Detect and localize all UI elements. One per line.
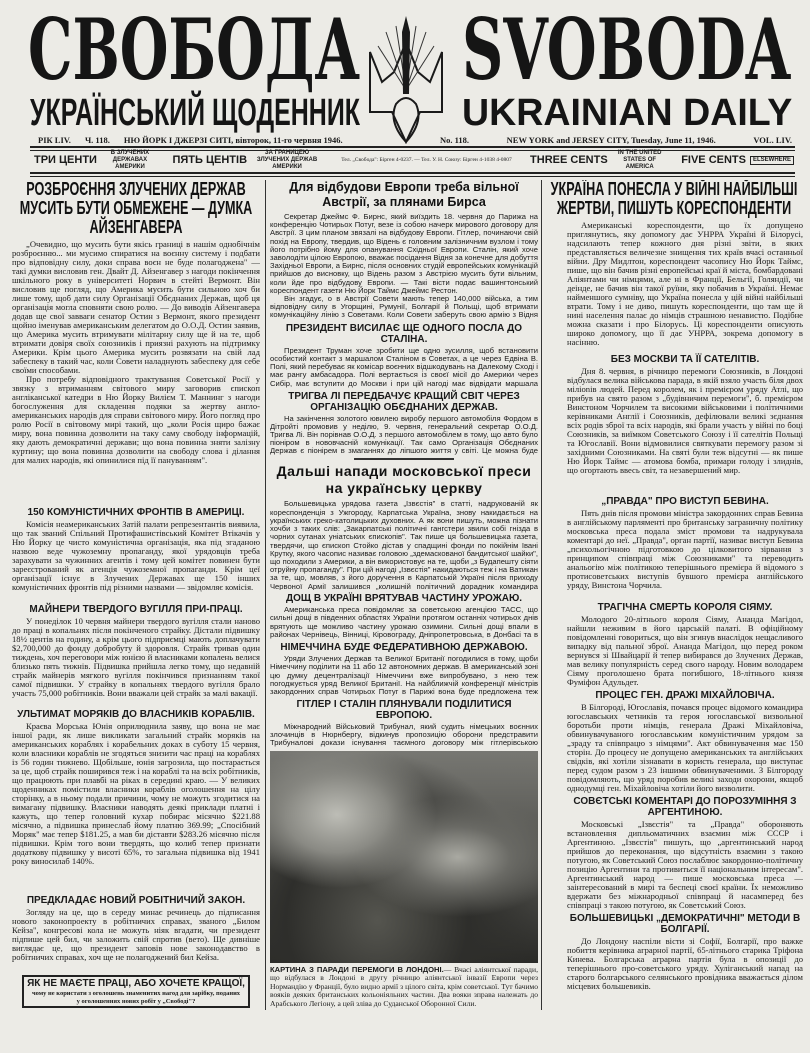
article-trygve-lie — [270, 415, 538, 456]
headline-eisenhower-wrap — [12, 180, 260, 237]
headline-germany-federal: НІМЕЧЧИНА БУДЕ ФЕДЕРАТИВНОЮ ДЕРЖАВОЮ. — [280, 642, 528, 654]
paragraph: Міжнародний Військовий Трибунал, який судить німецьких воєнних злочинців в Нюрнбергу, відкинув пропозицію оборони предстравити Трибуналові докази існування таємного договору між гітлерівською — [270, 723, 538, 748]
phone-numbers: Тел. „Свобода": Бірген 4-0237. — Тел. У. Н. Союзу: Бірген 4-1038 4-0807 — [341, 156, 512, 163]
article-siam-king — [567, 615, 803, 687]
article-mihailovich-trial — [567, 703, 803, 793]
price-ua-5c — [172, 150, 323, 171]
article-austria-byrnes — [270, 213, 538, 320]
classifieds-ad-box — [22, 975, 250, 1008]
price-en-1-note: IN THE UNITED STATES OF AMERICA — [617, 149, 662, 170]
headline-siam-king: ТРАГІЧНА СМЕРТЬ КОРОЛЯ СІЯМУ. — [597, 602, 773, 613]
price-ua-2: ПЯТЬ ЦЕНТІВ — [172, 154, 248, 166]
article-hitler-stalin — [270, 723, 538, 748]
headline-ukraine-losses-wrap — [545, 180, 803, 218]
headline-labor-law: ПРЕДКЛАДАЄ НОВИЙ РОБІТНИЧИЙ ЗАКОН. — [26, 895, 246, 907]
price-en-1: THREE CENTS — [530, 154, 608, 166]
article-communist-fronts — [12, 520, 260, 601]
volume-en: VOL. LIV. — [753, 134, 792, 145]
paragraph: Дня 8. червня, в річницю перемоги Союзників, в Лондоні відбулася велика військова парада, в якій взяло участь біля двох мілionів людей. Перед королем, як і премієром уряду Атлі, що прибув на свято разом з „будівничим перемоги", б. премієром Винстоном Чорчилем та високими військовими і політичними керівниками Англії і Союзників, дефілювали великі зєднання всіх родів зброї та всіх народів, які брали участь у війні по боці Союзників, за виїмком Советського Союзу і її сателітів Польщі та Югославії. Вони відмовилися святкувати перемогу разом зі західними Союзниками. На святі були теж відсутні — як пише Ню Йорк Таймс — атомова бомба, примари голоду і злиднів, що огортають ввесь світ, та незавершений мир. — [567, 367, 803, 475]
masthead-rule-bottom — [30, 172, 795, 177]
headline-austria-byrnes: Для відбудови Европи треба вільної Австрії, за плянами Бирса — [289, 180, 519, 209]
paragraph: На закінчення золотого ювилею виробу першого автомобіля Фордом в Дітройті промовив у неділю, 9. червня, генеральний секретар О.О.Д. Тригва Лі. Він порівнав О.О.Д. з першого автомобілем в тому, що авто було піоніром в нововчасній комунікації. Так само Організація Обєднаних Держав є піонірем в змаганнях до ліпшого життя у світі. Це можна буде — [270, 414, 538, 456]
photo-caption-title: КАРТИНА З ПАРАДИ ПЕРЕМОГИ В ЛОНДОНІ. — [270, 964, 444, 974]
ad-text: чому не користати з оголошень знаменитих нагод для зарібку, поданих у оголошеннях нових робіт у „Свободі"? — [31, 990, 241, 1005]
photo-caption — [270, 966, 538, 1008]
price-en-3c — [530, 150, 668, 171]
article-ukraine-losses — [567, 221, 803, 351]
article-church-attacks — [270, 500, 538, 590]
headline-hitler-stalin: ГІТЛЕР І СТАЛІН ПЛЯНУВАЛИ ПОДІЛИТИСЯ ЕВРОПОЮ. — [296, 699, 512, 722]
paragraph: Комісія неамериканських Затій палати репрезентантів виявила, що так званий Спільний Протифашистівський Комітет Втікачів у Ню Йорку це чисто комуністична організація, яка під згаданою назвою веде чужоземну пропаганду, якої урядовців треба зарахувати за чужинних агентів і тому цей комітет повинен бути зареєстрований як агенція чужоземної пропаганди. Крім цеї організації існує в Злучених Державах ще 150 інших комуністичних фронтів під різними назвами — звідомляє комісія. — [12, 520, 260, 593]
year-ua: РІК LIV. — [38, 134, 71, 145]
headline-coal-miners: МАЙНЕРИ ТВЕРДОГО ВУГІЛЛЯ ПРИ-ПРАЦІ. — [29, 603, 243, 615]
headline-trygve-lie: ТРИГВА ЛІ ПЕРЕДБАЧУЄ КРАЩИЙ СВІТ ЧЕРЕЗ ОРГАНІЗАЦІЮ ОБЄДНАНИХ ДЕРЖАВ. — [288, 390, 520, 413]
paragraph: Президент Труман хоче зробити ще одно зусилля, щоб встановити особистий контакт з маршалом Сталіном в Советах, а це через Едвіна В. Полі, який перебуває як комісар воєнних відшкодувань на Далекому Сході і має рангу амбасадора. Полі вертається із своєї місії до Америки через Сибір, має вступити до Москви і при цій нагоді має відвідати маршала — [270, 346, 538, 388]
article-rain-harvest — [270, 606, 538, 639]
paragraph: Уряди Злучених Держав та Великої Британії погодилися в тому, щоби Німеччину поділити на 11 або 12 автономних держав. В американській зоні цю думку децентралізації Німеччини вже випробувано, з нею теж погоджується уряд Великої Британії. На найближчій конференції міністрів закордонних справ Чотирьох Потуг в Парижі вона буде предложена теж — [270, 655, 538, 696]
paragraph: Секретар Джеймс Ф. Бирнс, який виїздить 18. червня до Парижа на конференцію Чотирьох Потуг, везе із собою начерк мирового договору для Австрії. З цим планом звязалі на відбудову Европи. Гітлер, починаючи свій похід на Европу, твердив, що Відень є головним залізничним вузлом і тому його потрібно йому для опанування Східньої Европи. Сталін, який хоче заволодіти цілою Европою, вважає посідання Відня за конечне для добуття Західньої Европи, а Бирнс, після основних студій европейських комунікацій прийшов до висновку, що Відень разом з Австрією мусить бути вільним, коли йде про відбудову Европи. — Такі вісти подає вашингтонський кореспондент газети Ню Йорк Таймс Джеймс Рестон. — [270, 213, 538, 295]
paragraph: У понеділок 10 червня майнери твердого вугілля стали наново до праці в копальнях після покінченого страйку. Дістали підвишку 18½ центів на годину, а крім цього підприємці мають доплачувати $2,700,000 до фонду добробуту й здоровля. Страйк тривав один тиждень, хоч переговори між юнією й власниками копалень велися близько пять тижнів. Підвишка прийшла легко тому, що недавній страйк майнерів мягкого вугілля покінчився признанням такої самої підвишки. У страйку в копальнях твердого вугілля брало участь 75,000 робітників. Вони вважали цей страйк за малі вакації. — [12, 616, 260, 698]
place-date-ua: НЮ ЙОРК І ДЖЕРЗІ СИТІ, вівторок, 11-го червня 1946. — [123, 134, 343, 145]
masthead-subtitle-en: UKRAINIAN DAILY — [462, 92, 793, 134]
place-date-en: NEW YORK and JERSEY CITY, Tuesday, June 11, 1946. — [506, 134, 716, 145]
paragraph: Краєва Морська Юнія оприлюднила заяву, що вона не має іншої ради, як лише викликати загальний страйк моряків на американських кораблях і корабельних доках в суботу 15 червня, коли власники кораблів не згодяться знизити час праці на кораблях із 56 годин тижнево. Щобільше, юнія загрозила, що постарається за це, щоб страйк поширився теж і на кораблі та на всіх робітників, що працюють при плавбі на ріках в середині краю. — У великих щоденниках помістили власники кораблів оголошення на цілу сторінку, а в ньому подали причини, чому не можуть згодитися на вимагану підвишку. Власники наводять деякі приклади платні і кажуть, що тепер головний кухар побирає місячно $221.88 місячно, а підвишка принеслаб йому платню 369.99; „Спосібний Моряк" має тепер $181.25, а мав би діставти $283.26 місячно після підвишки. Крім того вони твердять, що колиб тепер признати додаткову підвишку у висоті 65%, то загальна підвишка від 1941 року виносилаб 140%. — [12, 722, 260, 867]
article-pravda-bevin — [567, 509, 803, 599]
price-en-2: FIVE CENTS — [681, 154, 746, 166]
price-ua-3c — [34, 150, 159, 171]
article-coal-miners — [12, 617, 260, 706]
headline-bulgaria: БОЛЬШЕВИЦЬКІ „ДЕМОКРАТИЧНІ" МЕТОДИ В БОЛГАРІЇ. — [569, 913, 801, 935]
headline-church-attacks: Дальші напади московської преси на українську церкву — [276, 463, 532, 497]
masthead-title-ua: СВОБОДА — [28, 0, 361, 99]
right-column — [545, 180, 803, 1008]
paragraph: Американські кореспонденти, що їх допущено приглянутись, яку допомогу дає УНРРА Україні й Білорусі, надсилають тепер кожного дня різні звіти, в яких представляється величезне знищення тих країв вчасі останньої війни. Дру Мидлтон, кореспондент часопису Ню Йорк Таймс, пише, що він бачив різні европейські краї й міста, бомбардовані Аліянтами чи німцями, але ні в Франції, Бельгії, Голяндії, чи деінде, не бачив він такої руїни, яку побачив в Україні. Немає найменшого сумніву, що Україна понесла у цій війні найбільші втрати. Тому і не диво, пишуть кореспонденти, що там ще й нині населення палає до німців страшною ненавистю. Подібне можна сказати і про Білорусь. Ці кореспонденти описують широко допомогу, що її дає УНРРА, зокрема допомогу в насінню. — [567, 221, 803, 347]
article-germany-federal — [270, 655, 538, 696]
masthead-title-en: SVOBODA — [462, 0, 791, 99]
headline-argentina: СОВЄТСЬКІ КОМЕНТАРІ ДО ПОРОЗУМІННЯ З АРГЕНТИНОЮ. — [573, 796, 797, 818]
headline-pravda-bevin: „ПРАВДА" ПРО ВИСТУП БЕВИНА. — [601, 496, 769, 507]
headline-mihailovich-trial: ПРОЦЕС ГЕН. ДРАЖІ МІХАЙЛОВІЧА. — [595, 690, 775, 701]
paragraph: Молодого 20-літнього короля Сіяму, Ананда Магідол, найшли неживим в його царській палаті. В офіційному повідомленні говориться, що він згинув внаслідок нещасливого випадку від пальної зброї. Ананда Магідол, що перед роком вернувся зі Швайцарії й тепер вибирався до Злучених Держав, мав велику популярність серед свого народу. Новим володарем Сіяму проголошено брата погибшого, 18-літнього князя Фуміфон Адульдет. — [567, 615, 803, 687]
paragraph: Він згадує, о в Австрії Совети мають тепер 140,000 війська, а тим відповідну силу в Угорщині, Румунії, Болгарії й Польщі, щоб втримати комунікаційну лінію з Советами. Коли Совети заберуть свою армію з Відня — [270, 294, 538, 320]
article-sailors-ultimatum — [12, 722, 260, 892]
victory-parade-photo — [270, 751, 538, 963]
issue-info-ua — [38, 134, 363, 145]
price-ua-1: ТРИ ЦЕНТИ — [34, 154, 97, 166]
paragraph: Большевицька урядова газета „Ізвєстія" в статті, надрукованій як кореспонденція з Ужгороду, Карпатська Україна, знову накидається на українських греко-католицьких духовних. А як вони пишуть, можна пізнати хочби з таких слів: „Закарпатські політичні гангстери звили собі гнізда в чорних сутанах уніатських єпископів". Так пише ця большевицька газета, твердячи, що єпископ Стойко дістав у спадщині фонди по покійнім Івані Крутку, якого часопис називає головою „здемаскованої бандитської шайки", що походили з Америки, а він використовує на те, щоби „з Будапешту сіяти отруйну пропаганду". При цій нагоді „Ізвєстія" накидаються теж і на Ватикан за те, що, мовляв, з його доручення в Карпатській Україні після приходу Червоної Армії залишився „колишній політичний дорадник командира — [270, 500, 538, 591]
paragraph: Американська преса повідомляє за советською агенцією ТАСС, що сильні дощі в південних областях України протягом останніх чотирьох днів врятують ще можливо частину урожаю озимини. Сильні дощі впали в районах Чернівець, Вінниці, Кіровограду, Дніпропетровська, в Донбасі та в — [270, 606, 538, 639]
headline-communist-fronts: 150 КОМУНІСТИЧНИХ ФРОНТІВ В АМЕРИЦІ. — [27, 507, 245, 519]
middle-column — [270, 180, 538, 1008]
trident-emblem-icon — [366, 12, 446, 144]
paragraph: Зогляду на це, що в середу минає речинець до підписання нового законопроекту в робітничих справах, званого „Билом Кейза", конгресові кола не можуть ніяк вгадати, чи президент підпише цей бил, чи заложить свій спротив (вето). Ще дивніше виглядає це, що президент заповів нове законодавство в робітничих справах, хоч ще не полагоджений бил Кейза. — [12, 908, 260, 963]
paragraph: Про потребу відповідного трактування Советської Росії у звязку з втриманням світового миру заговорив єпископ англіканської катедри в Ню Йорку Вилієм Т. Маннинг з нагоди богослуження для складення подяки за жертву англо-американських народів для справи світового миру. Його погляд про ролю Росії в світовому мирі такий, що „коли Росія щиро бажає миру, вона повинна дозволити на таку саму свободу інформацій, яку дають демократичні держави; що вона повинна зняти залізну куртину; що вона повинна дозволити на свободу слова і ділання для малих народів, які опинилися під її пануванням". — [12, 374, 260, 465]
left-column — [12, 180, 260, 1008]
paragraph: „Очевидно, що мусить бути якісь границі в нашім однобічнім розброєнню... ми мусимо спиратися на воєнну систему і подбати про відповідну силу, доки справа воєн не буде полагоджена" — такі думки висловив ген. Двайт Д. Айзенгавер з нагоди покінчення шкільного року в університеті Норвич в стейті Вермонт. Він висловив ще погляд, що Америка мусить бути сильною хоч би лише тому, щоб дати силу Організації Обєднаних Держав, щоб ця організація могла сповняти свою ролю. — До виводів Айзенгавера додав ще свої завваги сенатор Остин з Вермонт, якого президент щойно іменував американським делегатом до О.О.Д. Остин заявив, що Америка мусить втримувати мілітарну силу ще й на те, щоб втримати довіря своїх союзників і приязні рахують на підтримку Америки. Крім цього Америка мусить розвязати на свій лад забеспеку в такий час, коли Совети наладнують забеспеку для себе своїми способами. — [12, 240, 260, 375]
issue-number-ua: Ч. 118. — [84, 134, 110, 145]
column-rule-1 — [265, 180, 266, 1010]
paragraph: До Лондону наспіли вісти зі Софії, Болгарії, про важке побиття керівника аграрної партії, 65-літнього старика Тріфона Кинева. Болгарська аграрна партія була в опозиції до теперішнього про-советського уряду. Хуліганський напад на старого болгарського селянського провідника вважається ділом місцевих большевиків. — [567, 937, 803, 991]
price-ua-1-note: В ЗЛУЧЕНИХ ДЕРЖАВАХ АМЕРИКИ — [110, 149, 150, 170]
paragraph: Московські „Ізвєстія" та „Правда" обороняють встановлення дипльоматичних взаємин між СССР і Аргентиною. „Ізвєстія" пишуть, що „аргентинський народ прийшов до переконання, що відсутність взаємин з такою потугою, як Советський Союз послаблює закордонно-політичну позицію Аргентини та противиться її національним інтересам". Аргентинський народ — пише московська преса — заінтересований в мирі та беспеці своєї країни. Їх неможливо вдержати без міжнародньої співпраці й насамперед без співпраці з такою потугою, як Советський Союз. — [567, 820, 803, 910]
price-en-2-note: ELSEWHERE — [750, 156, 794, 165]
price-ua-2-note: ЗА ГРАНИЦЕЮ ЗЛУЧЕНИХ ДЕРЖАВ АМЕРИКИ — [256, 149, 318, 170]
headline-rain-harvest: ДОЩ В УКРАЇНІ ВРЯТУВАВ ЧАСТИНУ УРОЖАЮ. — [285, 593, 523, 605]
issue-info-en — [440, 134, 792, 145]
headline-envoy-to-stalin: ПРЕЗИДЕНТ ВИСИЛАЄ ЩЕ ОДНОГО ПОСЛА ДО СТАЛІНА. — [285, 322, 523, 345]
paragraph: В Білгороді, Югославія, почався процес відомого командира югославських четників та героя югославської визвольної боротьби проти німців, генерала Дражі Міхайловіча, обвинувачуваного югославським комуністичним урядом за „зраду та співпрацю з німцями". Акт обвинувачення має 150 сторін. До процесу не допущено американських та англійських свідків, які хотіли зізнавати в користь генерала, що виступає перед судом разом з 23 іншими обвинуваченими. З Білгороду повідомляють, що уряд поробив великі заходи охорони, якщоб однодумці ген. Міхайловіча хотіли його визволити. — [567, 703, 803, 793]
article-bulgaria — [567, 937, 803, 991]
masthead-subtitle-ua: УКРАЇНСЬКИЙ ЩОДЕННИК — [30, 92, 360, 134]
headline-ukraine-losses: УКРАЇНА ПОНЕСЛА У ВІЙНІ НАЙБІЛЬШІ ЖЕРТВИ, ПИШУТЬ КОРЕСПОНДЕНТИ — [550, 180, 798, 218]
price-en-5c — [681, 154, 794, 166]
headline-sailors-ultimatum: УЛЬТИМАТ МОРЯКІВ ДО ВЛАСНИКІВ КОРАБЛІВ. — [17, 709, 255, 721]
column-rule-2 — [541, 180, 542, 1010]
article-without-moscow — [567, 367, 803, 493]
headline-eisenhower: РОЗБРОЄННЯ ЗЛУЧЕНИХ ДЕРЖАВ МУСИТЬ БУТИ ОБМЕЖЕНЕ — ДУМКА АЙЗЕНГАВЕРА — [19, 180, 253, 237]
article-eisenhower — [12, 240, 260, 504]
ad-headline: ЯК НЕ МАЄТЕ ПРАЦІ, АБО ХОЧЕТЕ КРАЩОЇ, — [27, 978, 245, 990]
section-divider — [354, 458, 454, 460]
article-envoy-to-stalin — [270, 347, 538, 388]
article-argentina — [567, 820, 803, 910]
issue-number-en: No. 118. — [440, 134, 470, 145]
headline-without-moscow: БЕЗ МОСКВИ ТА ЇЇ САТЕЛІТІВ. — [610, 354, 760, 365]
price-bar — [34, 150, 794, 170]
paragraph: Пять днів після промови міністра закордонних справ Бевина в англійському парляменті про британську заграничну політику московська преса подала зміст промови та надрукувала коментарі до неї. „Правда", орган партії, називає виступ Бевина „психольогічною підготовкою до цілковитого зірвання з принципом співпраці між Союзниками" та переводить анальогію між політикою теперішнього премієра й відомого з протисоветських виступів бувшого премієра англійського уряду, Винстона Чорчила. — [567, 509, 803, 590]
photo-caption-text: — Вчасі аліянтської паради, що відбулася в Лондоні в другу річницю аліянтської інвазії Европи через Нормандію у Франції, було видно армії з цілого світа, крім советської. Тут бачимо вояків деяких британських кольоніяльних частин. Два вояки зправа належать до Арабського Легіону, а цей зліва до Суданської Оборонної Сили. — [270, 964, 538, 1008]
article-labor-law — [12, 908, 260, 971]
